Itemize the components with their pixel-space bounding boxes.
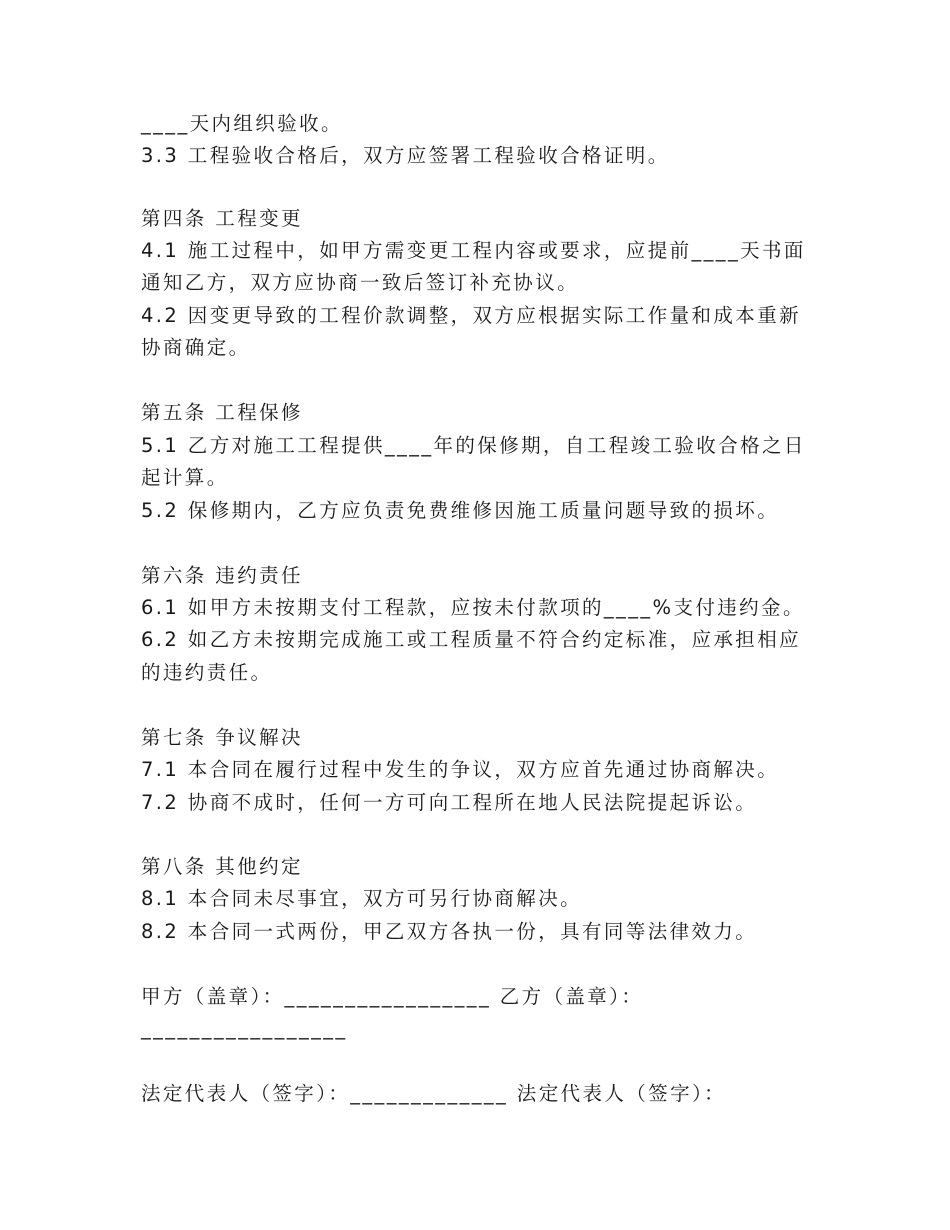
text-line: 4.2 因变更导致的工程价款调整，双方应根据实际工作量和成本重新 [141, 304, 802, 327]
text-line: 8.2 本合同一式两份，甲乙双方各执一份，具有同等法律效力。 [141, 920, 758, 943]
text-line: 4.1 施工过程中，如甲方需变更工程内容或要求，应提前____天书面 [141, 239, 806, 262]
section-heading: 第八条 其他约定 [141, 855, 303, 878]
text-line: 7.1 本合同在履行过程中发生的争议，双方应首先通过协商解决。 [141, 758, 780, 781]
text-line: ____天内组织验收。 [141, 112, 343, 135]
signature-line-legal-representative: 法定代表人（签字）：_____________ 法定代表人（签字）： [141, 1082, 727, 1105]
text-line: 8.1 本合同未尽事宜，双方可另行协商解决。 [141, 887, 583, 910]
signature-blank: _________________ [141, 1017, 348, 1040]
section-heading: 第六条 违约责任 [141, 564, 303, 587]
text-line: 6.2 如乙方未按期完成施工或工程质量不符合约定标准，应承担相应 [141, 628, 802, 651]
section-heading: 第四条 工程变更 [141, 207, 303, 230]
text-line: 起计算。 [141, 466, 229, 489]
text-line: 6.1 如甲方未按期支付工程款，应按未付款项的____%支付违约金。 [141, 596, 805, 619]
text-line: 5.2 保修期内，乙方应负责免费维修因施工质量问题导致的损坏。 [141, 499, 780, 522]
text-line: 3.3 工程验收合格后，双方应签署工程验收合格证明。 [141, 144, 670, 167]
section-heading: 第五条 工程保修 [141, 401, 303, 424]
text-line: 通知乙方，双方应协商一致后签订补充协议。 [141, 271, 580, 294]
text-line: 7.2 协商不成时，任何一方可向工程所在地人民法院提起诉讼。 [141, 791, 758, 814]
text-line: 的违约责任。 [141, 661, 273, 684]
text-line: 5.1 乙方对施工工程提供____年的保修期，自工程竣工验收合格之日 [141, 434, 806, 457]
text-line: 协商确定。 [141, 336, 251, 359]
signature-line-party-a-b: 甲方（盖章）：_________________ 乙方（盖章）： [141, 985, 644, 1008]
section-heading: 第七条 争议解决 [141, 726, 303, 749]
